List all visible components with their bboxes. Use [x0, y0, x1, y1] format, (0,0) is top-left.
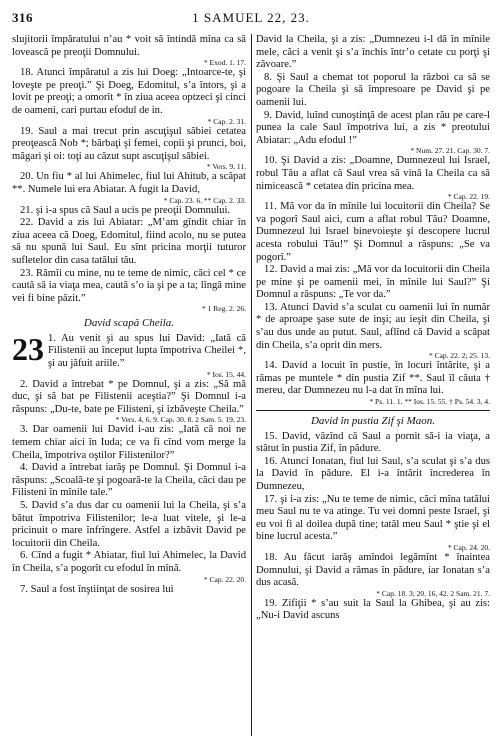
verse-text: David la Cheila, şi a zis: „Dumnezeu i-l dă în mînile mele, căci a venit şi s’a închis într’o cetate cu porţi şi zăvoare.”	[256, 34, 490, 71]
verse	[12, 379, 246, 425]
verse	[256, 456, 490, 494]
verse	[256, 155, 490, 201]
cross-reference: * Ios. 15. 44.	[206, 369, 246, 379]
verse-text: 13. Atunci David s’a sculat cu oamenii lui în număr * de aproape şase sute de inşi; au ieşit din Cheila, şi s’au dus unde au putut. Saul, aflînd că David a scăpat din Cheila, s’a oprit din mers.	[256, 301, 490, 351]
cross-reference: * 1 Reg. 2. 26.	[202, 304, 246, 314]
page-number: 316	[12, 10, 33, 25]
verse-text: 6. Cînd a fugit * Abiatar, fiul lui Ahimelec, la David în Cheila, s’a pogorît cu efodul în mînă.	[12, 550, 246, 574]
verse-text: 4. David a întrebat iarăş pe Domnul. Şi Domnul i-a răspuns: „Scoală-te şi pogoară-te la Cheila, căci dau pe Filisteni în mînile tale.”	[12, 462, 246, 499]
verse-text: 15. David, văzînd că Saul a pornit să-i ia viaţa, a stătut în pustia Zif, în pădure.	[256, 430, 490, 455]
verse	[256, 201, 490, 264]
verse	[12, 268, 246, 314]
verse-text: 22. David a zis lui Abiatar: „M’am gîndit chiar în ziua aceea că Doeg, Edomitul, fiind acolo, nu se putea să nu spună lui Saul. Eu sînt pricina morţii tuturor sufletelor din casa tatălui tău.	[12, 217, 246, 266]
verse-text: 18. Atunci împăratul a zis lui Doeg: „Intoarce-te, şi loveşte pe preoţi.” Şi Doeg, Edomitul, s’a întors, şi a lovit pe preoţi; a omorît * în ziua aceea optzeci şi cinci de oameni, cari purtau efodul de in.	[12, 67, 246, 116]
verse-text: 5. David s’a dus dar cu oamenii lui la Cheila, şi s’a bătut împotriva Filistenilor; le-a luat vitele, şi le-a pricinuit o mare înfrîngere. Astfel a izbăvit David pe locuitorii din Cheila.	[12, 500, 246, 549]
verse	[256, 431, 490, 456]
verse-text: 1. Au venit şi au spus lui David: „Iată că Filistenii au început lupta împotriva Cheilei *, şi au jăfuit ariile.”	[48, 332, 246, 370]
verse-text: 7. Saul a fost înştiinţat de sosirea lui	[20, 583, 174, 595]
verse-text: 9. David, luînd cunoştinţă de acest plan rău pe care-l punea la cale Saul împotriva lui, a zis * preotului Abiatar: „Adu efodul !”	[256, 109, 490, 146]
verse-text: 16. Atunci Ionatan, fiul lui Saul, s’a sculat şi s’a dus la David în pădure. El i-a întărit încrederea în Dumnezeu,	[256, 455, 490, 492]
verse	[12, 217, 246, 267]
verse-text: 11. Mă vor da în mînile lui locuitorii din Cheila? Se va pogorî Saul aici, cum a aflat robul Tău? Doamne, Dumnezeul lui Israel binevoieşte şi descopere lucrul acesta robului Tău!” Şi Domnul a răspuns: „Se va pogorî.”	[256, 201, 490, 263]
verse-text: 20. Un fiu * al lui Ahimelec, fiul lui Ahitub, a scăpat **. Numele lui era Abiatar. A fugit la David,	[12, 171, 246, 195]
running-title: 1 SAMUEL 22, 23.	[192, 10, 310, 25]
verse	[256, 552, 490, 598]
cross-reference: * Cap. 2. 31.	[207, 116, 246, 126]
left-column	[12, 34, 246, 736]
section-rule	[256, 410, 490, 411]
verse-text: 23. Rămîi cu mine, nu te teme de nimic, căci cel * ce caută să ia viaţa mea, caută s’o ia şi pe a ta; lîngă mine vei fi bine păzit.”	[12, 267, 246, 304]
verse	[256, 72, 490, 110]
cross-reference: * Num. 27. 21. Cap. 30. 7.	[410, 146, 490, 156]
cross-reference: * Cap. 18. 3; 20. 16, 42. 2 Sam. 21. 7.	[376, 588, 490, 598]
text-columns	[12, 34, 490, 736]
verse	[12, 171, 246, 204]
verse-text: 21. şi i-a spus că Saul a ucis pe preoţii Domnului.	[20, 204, 231, 216]
verse	[12, 34, 246, 67]
section-heading: David scapă Cheila.	[83, 317, 175, 330]
cross-reference: * Cap. 24. 20.	[447, 542, 490, 552]
verse-text: 19. Zifiţii * s’au suit la Saul la Ghibea, şi au zis: „Nu-i David ascuns	[256, 597, 490, 622]
verse-text: 8. Şi Saul a chemat tot poporul la război ca să se pogoare la Cheila şi să împresoare pe David şi pe oamenii lui.	[256, 71, 490, 108]
right-column	[256, 34, 490, 736]
verse	[12, 67, 246, 125]
chapter-number: 23	[12, 330, 44, 367]
verse	[12, 126, 246, 172]
verse	[12, 205, 246, 218]
verse	[256, 598, 490, 623]
cross-reference: * Exod. 1. 17.	[203, 58, 246, 68]
page-header	[12, 10, 490, 28]
verse	[12, 550, 246, 583]
verse	[12, 500, 246, 550]
verse	[12, 584, 246, 597]
verse	[256, 264, 490, 302]
verse	[12, 424, 246, 462]
verse-text: 14. David a locuit în pustie, în locuri întărite, şi a rămas pe muntele * din pustia Zif **. Saul îl căuta † mereu, dar Dumnezeu nu l-a dat în mîna lui.	[256, 360, 490, 397]
cross-reference: * Vers. 4, 6, 9. Cap. 30. 8. 2 Sam. 5. 19, 23.	[115, 415, 246, 425]
verse	[256, 360, 490, 406]
verse-text: 18. Au făcut iarăş amîndoi legămînt * înaintea Domnului, şi David a rămas în pădure, iar Ionatan s’a dus acasă.	[256, 551, 490, 589]
cross-reference: * Ps. 11. 1. ** Ios. 15. 55. † Ps. 54. 3, 4.	[369, 397, 490, 407]
section-heading: David în pustia Zif şi Maon.	[310, 415, 436, 428]
cross-reference: * Cap. 22. 19.	[447, 192, 490, 202]
column-divider	[251, 34, 252, 736]
verse	[12, 462, 246, 500]
cross-reference: * Cap. 23. 6. ** Cap. 2. 33.	[163, 195, 246, 205]
cross-reference: * Vers. 9, 11.	[206, 162, 246, 172]
cross-reference: * Cap. 22. 20.	[203, 574, 246, 584]
verse-text: 19. Saul a mai trecut prin ascuţişul săbiei cetatea preoţească Nob *; bărbaţi şi femei, copii şi prunci, boi, măgari şi oi: toţi au căzut supt ascuţişul săbiei.	[12, 125, 246, 162]
verse	[256, 34, 490, 72]
verse	[256, 494, 490, 552]
verse-text: 2. David a întrebat * pe Domnul, şi a zis: „Să mă duc, şi să bat pe Filistenii aceştia?” Şi Domnul i-a răspuns: „Du-te, bate pe Filisteni, şi izbăveşte Cheila.”	[12, 378, 246, 415]
verse-text: 17. şi i-a zis: „Nu te teme de nimic, căci mîna tatălui meu Saul nu te va atinge. Tu vei domni peste Israel, şi eu voi fi al doilea după tine; tatăl meu Saul * ştie şi el bine lucrul acesta.”	[256, 493, 490, 543]
verse	[256, 110, 490, 156]
verse-text: 3. Dar oamenii lui David i-au zis: „Iată că noi ne temem chiar aici în Iuda; ce va fi cînd vom merge la Cheila, împotriva oştilor Filistenilor?”	[12, 424, 246, 461]
cross-reference: * Cap. 22. 2; 25. 13.	[428, 351, 490, 361]
verse	[12, 330, 246, 379]
verse-text: 12. David a mai zis: „Mă vor da locuitorii din Cheila pe mine şi pe oamenii mei, în mînile lui Saul?” Şi Domnul a răspuns: „Te vor da.”	[256, 264, 490, 301]
verse-text: slujitorii împăratului n’au * voit să întindă mîna ca să lovească pe preoţii Domnului.	[12, 34, 246, 58]
verse-text: 10. Şi David a zis: „Doamne, Dumnezeul lui Israel, robul Tău a aflat că Saul vrea să vină la Cheila ca să nimicească * cetatea din pricina mea.	[256, 155, 490, 192]
verse	[256, 302, 490, 360]
